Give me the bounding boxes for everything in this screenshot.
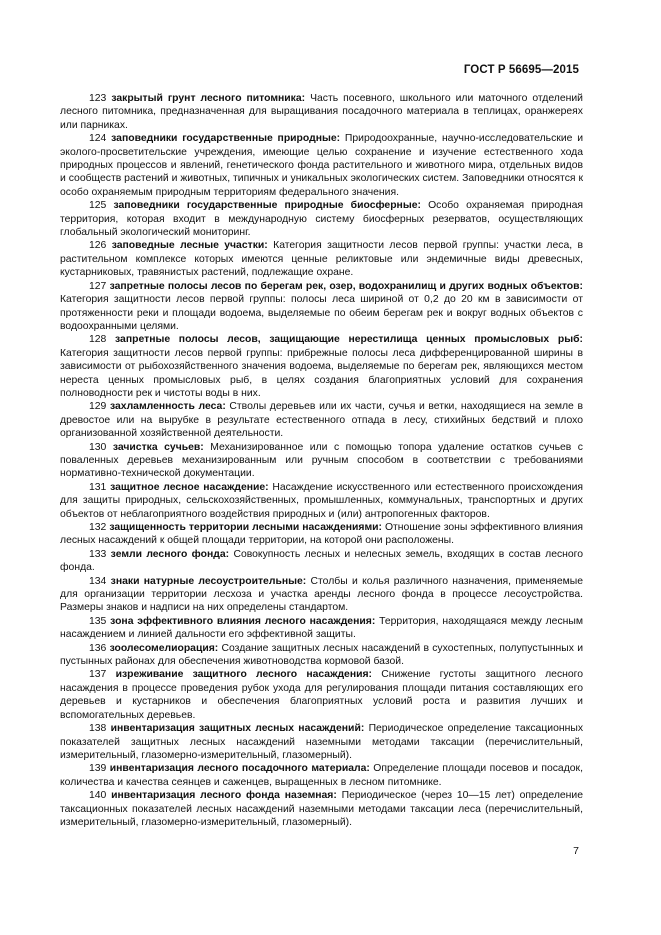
entry-term: зоолесомелиорация: bbox=[109, 642, 219, 654]
glossary-entry-134 bbox=[60, 575, 583, 615]
glossary-entry-128 bbox=[60, 333, 583, 400]
glossary-entry-123 bbox=[60, 92, 583, 132]
entry-term: закрытый грунт лесного питомника: bbox=[111, 93, 306, 104]
document-body bbox=[60, 92, 583, 829]
entry-term: зачистка сучьев: bbox=[112, 441, 204, 453]
entry-definition: Периодическое (через 10—15 лет) определение таксационных показателей лесных насаждений наземными методами таксации леса (перечислительный, измерительный, глазомерно-измерительный, глазомерный). bbox=[60, 790, 584, 828]
entry-term: знаки натурные лесоустроительные: bbox=[110, 575, 307, 587]
entry-definition: Периодическое определение таксационных показателей защитных лесных насаждений наземными методами таксации (перечислительный, измерительный, глазомерно-измерительный, глазомерный). bbox=[60, 723, 584, 761]
entry-number: 140 bbox=[89, 790, 107, 802]
entry-term: заповедные лесные участки: bbox=[111, 240, 268, 252]
glossary-entry-133 bbox=[60, 548, 583, 575]
entry-number: 133 bbox=[89, 548, 107, 560]
glossary-entry-135 bbox=[60, 615, 583, 642]
entry-definition: Природоохранные, научно-исследовательские и эколого-просветительские учреждения, имеющие целью сохранение и изучение естественного хода природных процессов и явлений, генетического фонда растительного и животного мира, отдельных видов и сообществ растений и животных, типичных и уникальных экологических систем. Заповедники относятся к особо охраняемым природным территориям федерального значения. bbox=[60, 133, 584, 198]
glossary-entry-131 bbox=[60, 481, 583, 521]
entry-number: 124 bbox=[89, 133, 107, 145]
entry-number: 139 bbox=[89, 763, 107, 775]
glossary-entry-127 bbox=[60, 280, 583, 334]
glossary-entry-137 bbox=[60, 668, 583, 722]
entry-definition: Снижение густоты защитного лесного насаждения в процессе проведения рубок ухода для регулирования площади питания составляющих его деревьев и кустарников и обеспечения благоприятных условий роста и развития лучших и вспомогательных деревьев. bbox=[60, 669, 584, 721]
entry-definition: Особо охраняемая природная территория, которая входит в международную систему биосферных резерватов, осуществляющих глобальный экологический мониторинг. bbox=[60, 200, 584, 239]
entry-number: 138 bbox=[89, 723, 107, 735]
entry-definition: Категория защитности лесов первой группы: участки леса, в растительном комплексе которых имеются ценные реликтовые или эндемичные виды древесных, кустарниковых, травянистых растений, подлежащие охране. bbox=[60, 240, 584, 279]
entry-number: 127 bbox=[89, 280, 107, 292]
entry-term: инвентаризация лесного фонда наземная: bbox=[111, 790, 337, 802]
entry-number: 129 bbox=[89, 401, 107, 413]
entry-definition: Совокупность лесных и нелесных земель, входящих в состав лесного фонда. bbox=[60, 548, 584, 574]
entry-number: 131 bbox=[89, 481, 107, 493]
entry-term: защищенность территории лесными насаждениями: bbox=[109, 522, 382, 533]
entry-number: 137 bbox=[89, 669, 107, 681]
entry-term: запретные полосы лесов, защищающие нерестилища ценных промысловых рыб: bbox=[115, 334, 583, 346]
glossary-entry-130 bbox=[60, 441, 583, 481]
glossary-entry-125 bbox=[60, 199, 583, 239]
document-header: ГОСТ Р 56695—2015 bbox=[463, 64, 579, 76]
entry-number: 123 bbox=[89, 93, 107, 104]
glossary-entry-138 bbox=[60, 722, 583, 762]
glossary-entry-140 bbox=[60, 789, 583, 829]
entry-definition: Часть посевного, школьного или маточного отделений лесного питомника, предназначенная для выращивания посадочного материала в теплицах, оранжереях или парниках. bbox=[60, 93, 583, 131]
entry-term: захламленность леса: bbox=[109, 401, 226, 413]
glossary-entry-126 bbox=[60, 239, 583, 279]
entry-number: 136 bbox=[89, 642, 107, 654]
glossary-entry-124 bbox=[60, 132, 583, 199]
entry-definition: Определение площади посевов и посадок, количества и качества сеянцев и саженцев, выращенных в лесном питомнике. bbox=[60, 763, 583, 788]
entry-definition: Создание защитных лесных насаждений в сухостепных, полупустынных и пустынных районах для обеспечения животноводства кормовой базой. bbox=[60, 642, 583, 668]
entry-definition: Столбы и колья различного назначения, применяемые для организации территории лесхоза и участка аренды лесного фонда в процессе лесоустройства. Размеры знаков и надписи на них определены стандартом. bbox=[60, 575, 583, 614]
glossary-entry-136 bbox=[60, 642, 583, 669]
entry-number: 130 bbox=[89, 441, 107, 453]
glossary-entry-129 bbox=[60, 400, 583, 440]
entry-number: 135 bbox=[89, 615, 107, 627]
entry-term: защитное лесное насаждение: bbox=[110, 481, 269, 493]
entry-number: 126 bbox=[89, 240, 107, 252]
entry-term: инвентаризация лесного посадочного материала: bbox=[109, 763, 370, 775]
entry-definition: Категория защитности лесов первой группы: прибрежные полосы леса дифференцированной ширины в зависимости от рыбохозяйственного значения водоема, выделяемые по берегам рек, являющихся местом нереста ценных промысловых рыб, в целях создания благоприятных условий для сохранения полноводности рек и чистоты воды в них. bbox=[60, 347, 583, 399]
entry-term: изреживание защитного лесного насаждения: bbox=[115, 669, 373, 681]
entry-term: заповедники государственные природные: bbox=[111, 133, 341, 145]
entry-term: земли лесного фонда: bbox=[110, 548, 230, 560]
entry-number: 132 bbox=[89, 522, 107, 533]
glossary-entry-139 bbox=[60, 762, 583, 789]
entry-term: инвентаризация защитных лесных насаждений: bbox=[110, 723, 365, 735]
page-number: 7 bbox=[573, 845, 579, 857]
entry-definition: Территория, находящаяся между лесным насаждением и линией дальности его эффективной защиты. bbox=[60, 615, 583, 641]
entry-definition: Насаждение искусственного или естественного происхождения для защиты природных, сельскохозяйственных, промышленных, коммунальных, транспортных и других объектов от неблагоприятного воздействия природных и (или) антропогенных факторов. bbox=[60, 481, 584, 520]
entry-term: запретные полосы лесов по берегам рек, озер, водохранилищ и других водных объектов: bbox=[109, 280, 583, 292]
entry-number: 125 bbox=[89, 200, 107, 212]
glossary-entry-132 bbox=[60, 521, 583, 548]
entry-definition: Категория защитности лесов первой группы: полосы леса шириной от 0,2 до 20 км в зависимости от протяженности реки и площади водоема, выделяемые по обеим берегам рек и вокруг водных объектов с водоохранными целями. bbox=[60, 294, 583, 332]
entry-term: зона эффективного влияния лесного насаждения: bbox=[110, 615, 376, 627]
entry-definition: Механизированное или с помощью топора удаление остатков сучьев с поваленных деревьев механизированным или ручным способом в соответствии с требованиями нормативно-технической документации. bbox=[60, 441, 584, 480]
entry-definition: Отношение зоны эффективного влияния лесных насаждений к общей площади территории, на которой они расположены. bbox=[60, 522, 584, 547]
entry-number: 128 bbox=[89, 334, 107, 346]
entry-term: заповедники государственные природные биосферные: bbox=[113, 200, 421, 212]
entry-number: 134 bbox=[89, 575, 107, 587]
entry-definition: Стволы деревьев или их части, сучья и ветки, находящиеся на земле в древостое или на вырубке в результате естественного отпада в лесу, стихийных бедствий и плохо организованной хозяйственной деятельности. bbox=[60, 401, 583, 440]
